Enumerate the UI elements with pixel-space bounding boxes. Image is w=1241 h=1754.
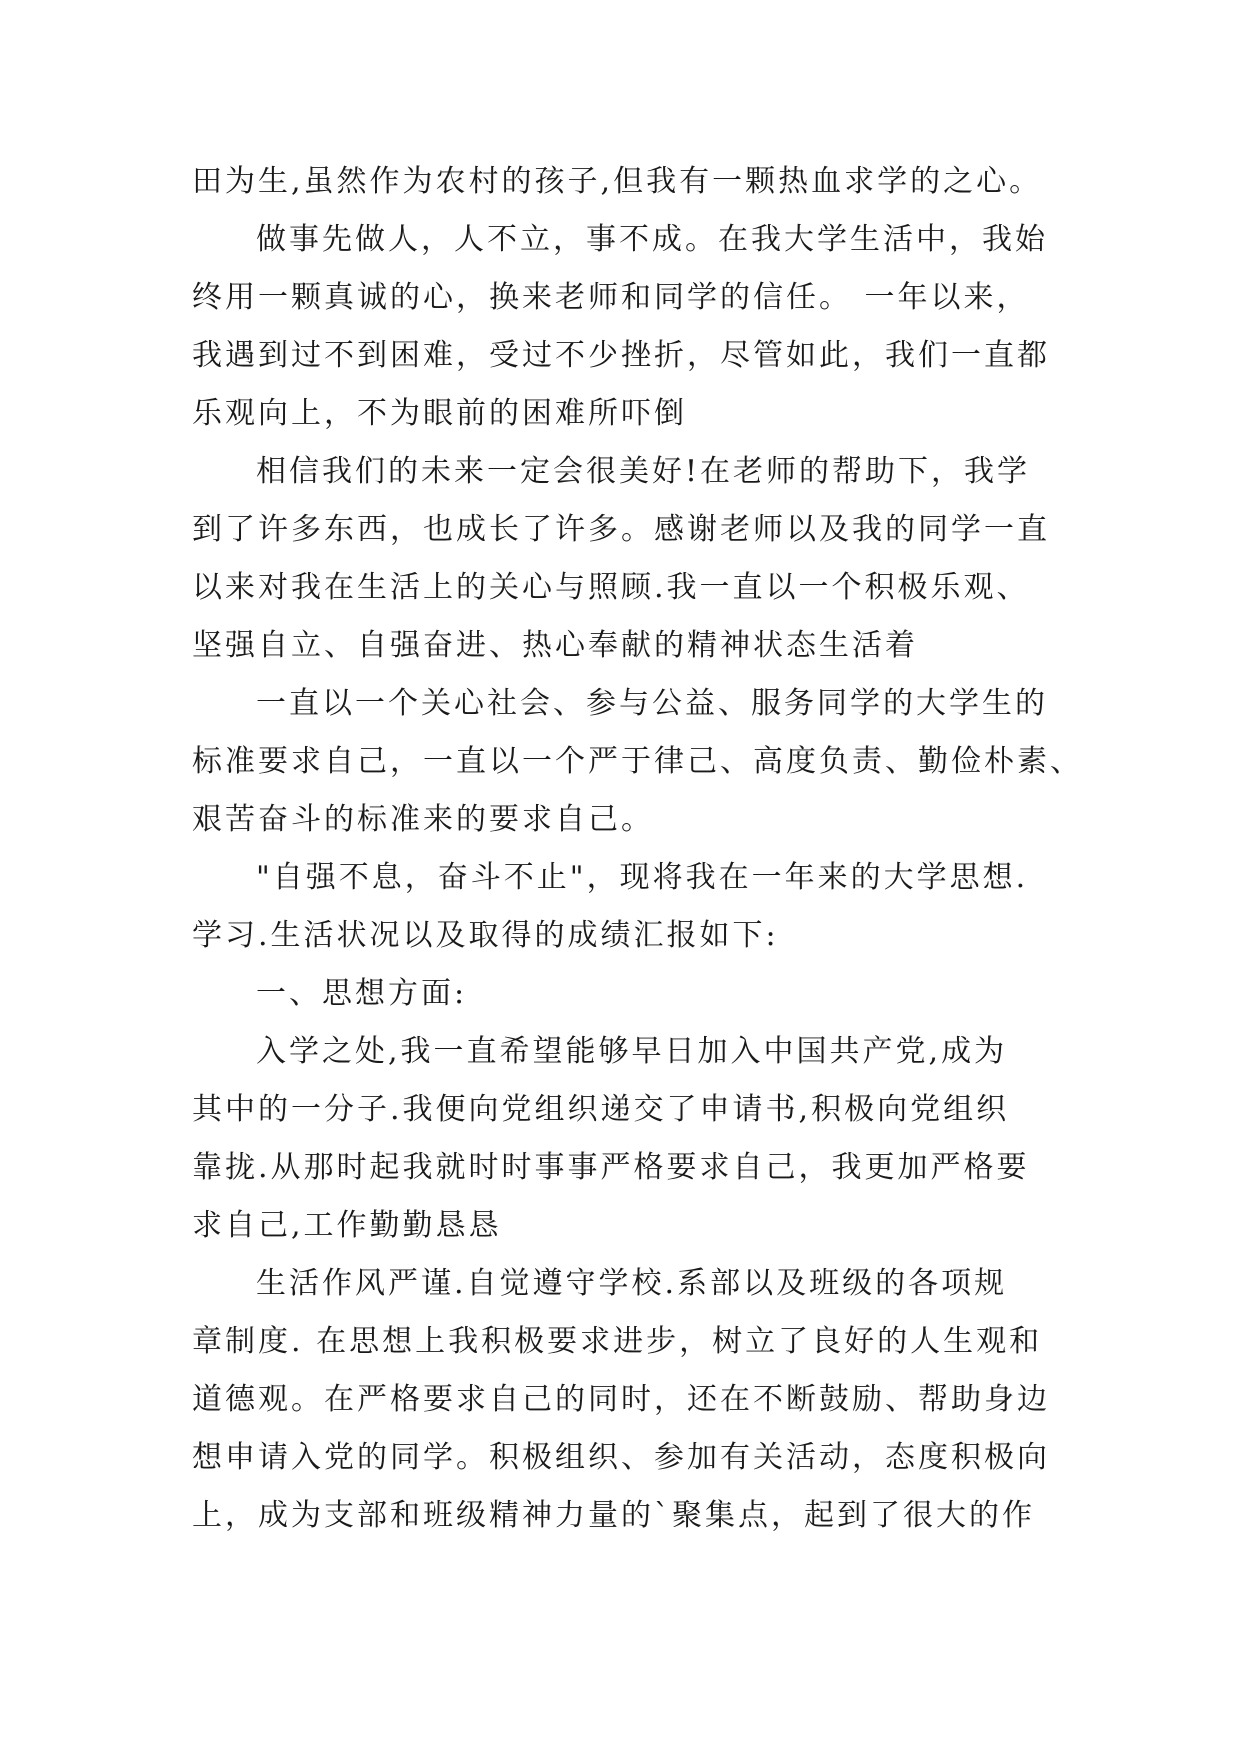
text-line: 学习.生活状况以及取得的成绩汇报如下:	[192, 918, 779, 953]
text-line: 以来对我在生活上的关心与照顾.我一直以一个积极乐观、	[192, 570, 1030, 605]
text-line: 相信我们的未来一定会很美好!在老师的帮助下，我学	[256, 454, 1031, 489]
text-line: 入学之处,我一直希望能够早日加入中国共产党,成为	[256, 1034, 1008, 1069]
text-line: "自强不息，奋斗不止"，现将我在一年来的大学思想.	[256, 860, 1029, 895]
text-line: 我遇到过不到困难，受过不少挫折，尽管如此，我们一直都	[192, 338, 1050, 373]
text-line: 做事先做人，人不立，事不成。在我大学生活中，我始	[256, 222, 1048, 257]
text-line: 想申请入党的同学。积极组织、参加有关活动，态度积极向	[192, 1440, 1050, 1475]
text-line: 艰苦奋斗的标准来的要求自己。	[192, 802, 654, 837]
text-line: 坚强自立、自强奋进、热心奉献的精神状态生活着	[192, 628, 918, 663]
text-line: 求自己,工作勤勤恳恳	[192, 1208, 502, 1243]
text-line: 一直以一个关心社会、参与公益、服务同学的大学生的	[256, 686, 1048, 721]
text-line: 章制度. 在思想上我积极要求进步，树立了良好的人生观和	[192, 1324, 1043, 1359]
text-line: 标准要求自己，一直以一个严于律己、高度负责、勤俭朴素、	[192, 744, 1083, 779]
text-line: 一、思想方面:	[256, 976, 468, 1011]
text-line: 生活作风严谨.自觉遵守学校.系部以及班级的各项规	[256, 1266, 1008, 1301]
text-line: 终用一颗真诚的心，换来老师和同学的信任。 一年以来，	[192, 280, 1030, 315]
text-line: 靠拢.从那时起我就时时事事严格要求自己，我更加严格要	[192, 1150, 1030, 1185]
text-line: 田为生,虽然作为农村的孩子,但我有一颗热血求学的之心。	[192, 164, 1043, 199]
text-line: 其中的一分子.我便向党组织递交了申请书,积极向党组织	[192, 1092, 1010, 1127]
text-line: 到了许多东西，也成长了许多。感谢老师以及我的同学一直	[192, 512, 1050, 547]
text-line: 上，成为支部和班级精神力量的`聚集点，起到了很大的作	[192, 1498, 1035, 1533]
text-line: 道德观。在严格要求自己的同时，还在不断鼓励、帮助身边	[192, 1382, 1050, 1417]
text-line: 乐观向上，不为眼前的困难所吓倒	[192, 396, 687, 431]
